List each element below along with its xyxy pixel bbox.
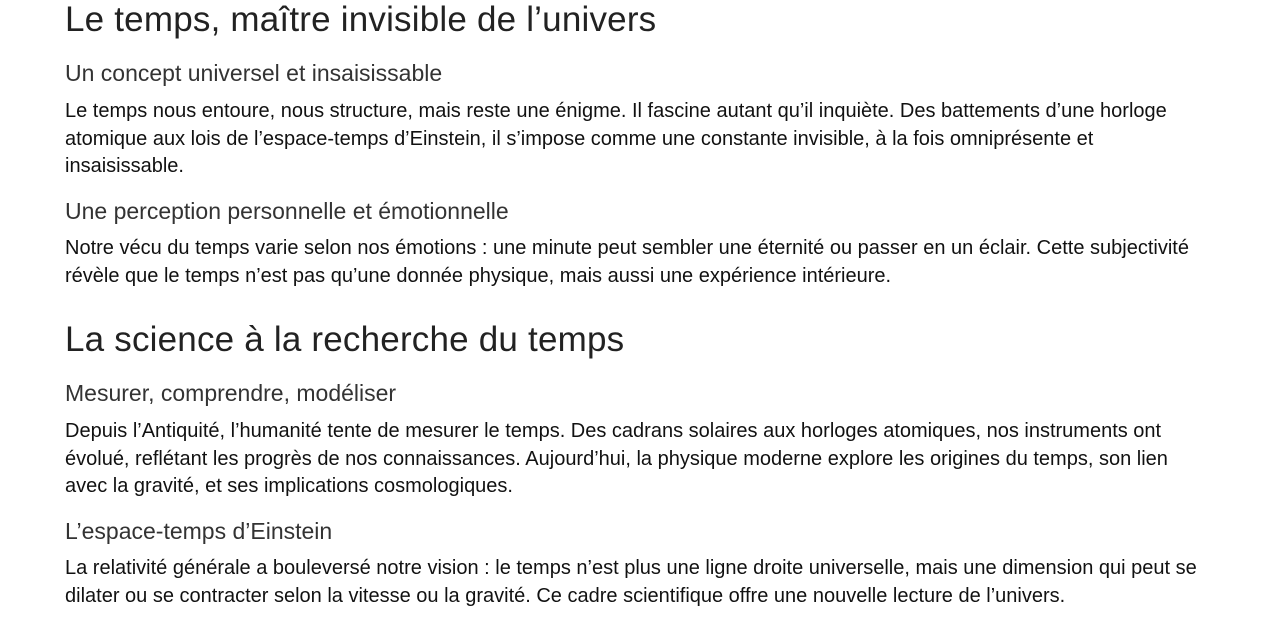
paragraph: La relativité générale a bouleversé notre vision : le temps n’est plus une ligne droite universelle, mais une dimension qui peut se dilater ou se contracter selon la vitesse ou la gravité. Ce cadre scientifique offre une nouvelle lecture de l’univers. xyxy=(65,557,1197,607)
section-title: Le temps, maître invisible de l’univers xyxy=(65,0,657,39)
paragraph: Le temps nous entoure, nous structure, mais reste une énigme. Il fascine autant qu’il inquiète. Des battements d’une horloge atomique aux lois de l’espace-temps d’Einstein, il s’impose comme une constante invisible, à la fois omniprésente et insaisissable. xyxy=(65,100,1167,177)
section-title: La science à la recherche du temps xyxy=(65,320,625,359)
subsection-heading: Une perception personnelle et émotionnelle xyxy=(65,198,509,224)
subsection-heading: L’espace-temps d’Einstein xyxy=(65,518,333,544)
subsection-heading: Un concept universel et insaisissable xyxy=(65,60,443,86)
paragraph: Depuis l’Antiquité, l’humanité tente de mesurer le temps. Des cadrans solaires aux horloges atomiques, nos instruments ont évolué, reflétant les progrès de nos connaissances. Aujourd’hui, la physique moderne explore les origines du temps, son lien avec la gravité, et ses implications cosmologiques. xyxy=(65,420,1168,497)
paragraph: Notre vécu du temps varie selon nos émotions : une minute peut sembler une éternité ou passer en un éclair. Cette subjectivité révèle que le temps n’est pas qu’une donnée physique, mais aussi une expérience intérieure. xyxy=(65,237,1189,287)
subsection-heading: Mesurer, comprendre, modéliser xyxy=(65,380,397,406)
